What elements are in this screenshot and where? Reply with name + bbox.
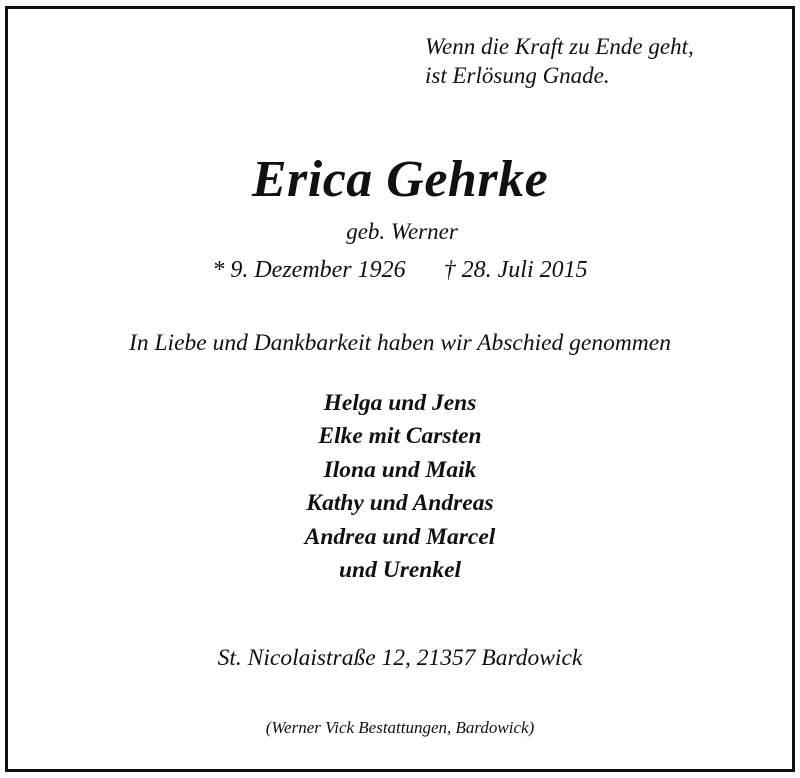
mourner-item: Elke mit Carsten bbox=[318, 423, 482, 450]
mourner-item: Ilona und Maik bbox=[323, 456, 477, 483]
maiden-name: geb. Werner bbox=[346, 219, 458, 244]
undertaker-note: (Werner Vick Bestattungen, Bardowick) bbox=[265, 718, 535, 737]
family-address: St. Nicolaistraße 12, 21357 Bardowick bbox=[217, 645, 583, 671]
life-dates bbox=[0, 255, 800, 285]
mourner-item: Helga und Jens bbox=[323, 390, 477, 416]
motto-line-1: Wenn die Kraft zu Ende geht, bbox=[425, 34, 694, 59]
deceased-name: Erica Gehrke bbox=[251, 151, 549, 208]
mourner-item: und Urenkel bbox=[338, 557, 462, 584]
mourner-item: Andrea und Marcel bbox=[304, 523, 496, 550]
birth-date: * 9. Dezember 1926 bbox=[212, 257, 406, 283]
death-date: † 28. Juli 2015 bbox=[443, 257, 588, 283]
motto-quote bbox=[425, 32, 765, 90]
mourners-list bbox=[0, 387, 800, 587]
farewell-text: In Liebe und Dankbarkeit haben wir Abschied genommen bbox=[129, 330, 671, 356]
mourner-item: Kathy und Andreas bbox=[306, 490, 494, 517]
motto-line-2: ist Erlösung Gnade. bbox=[425, 63, 610, 88]
